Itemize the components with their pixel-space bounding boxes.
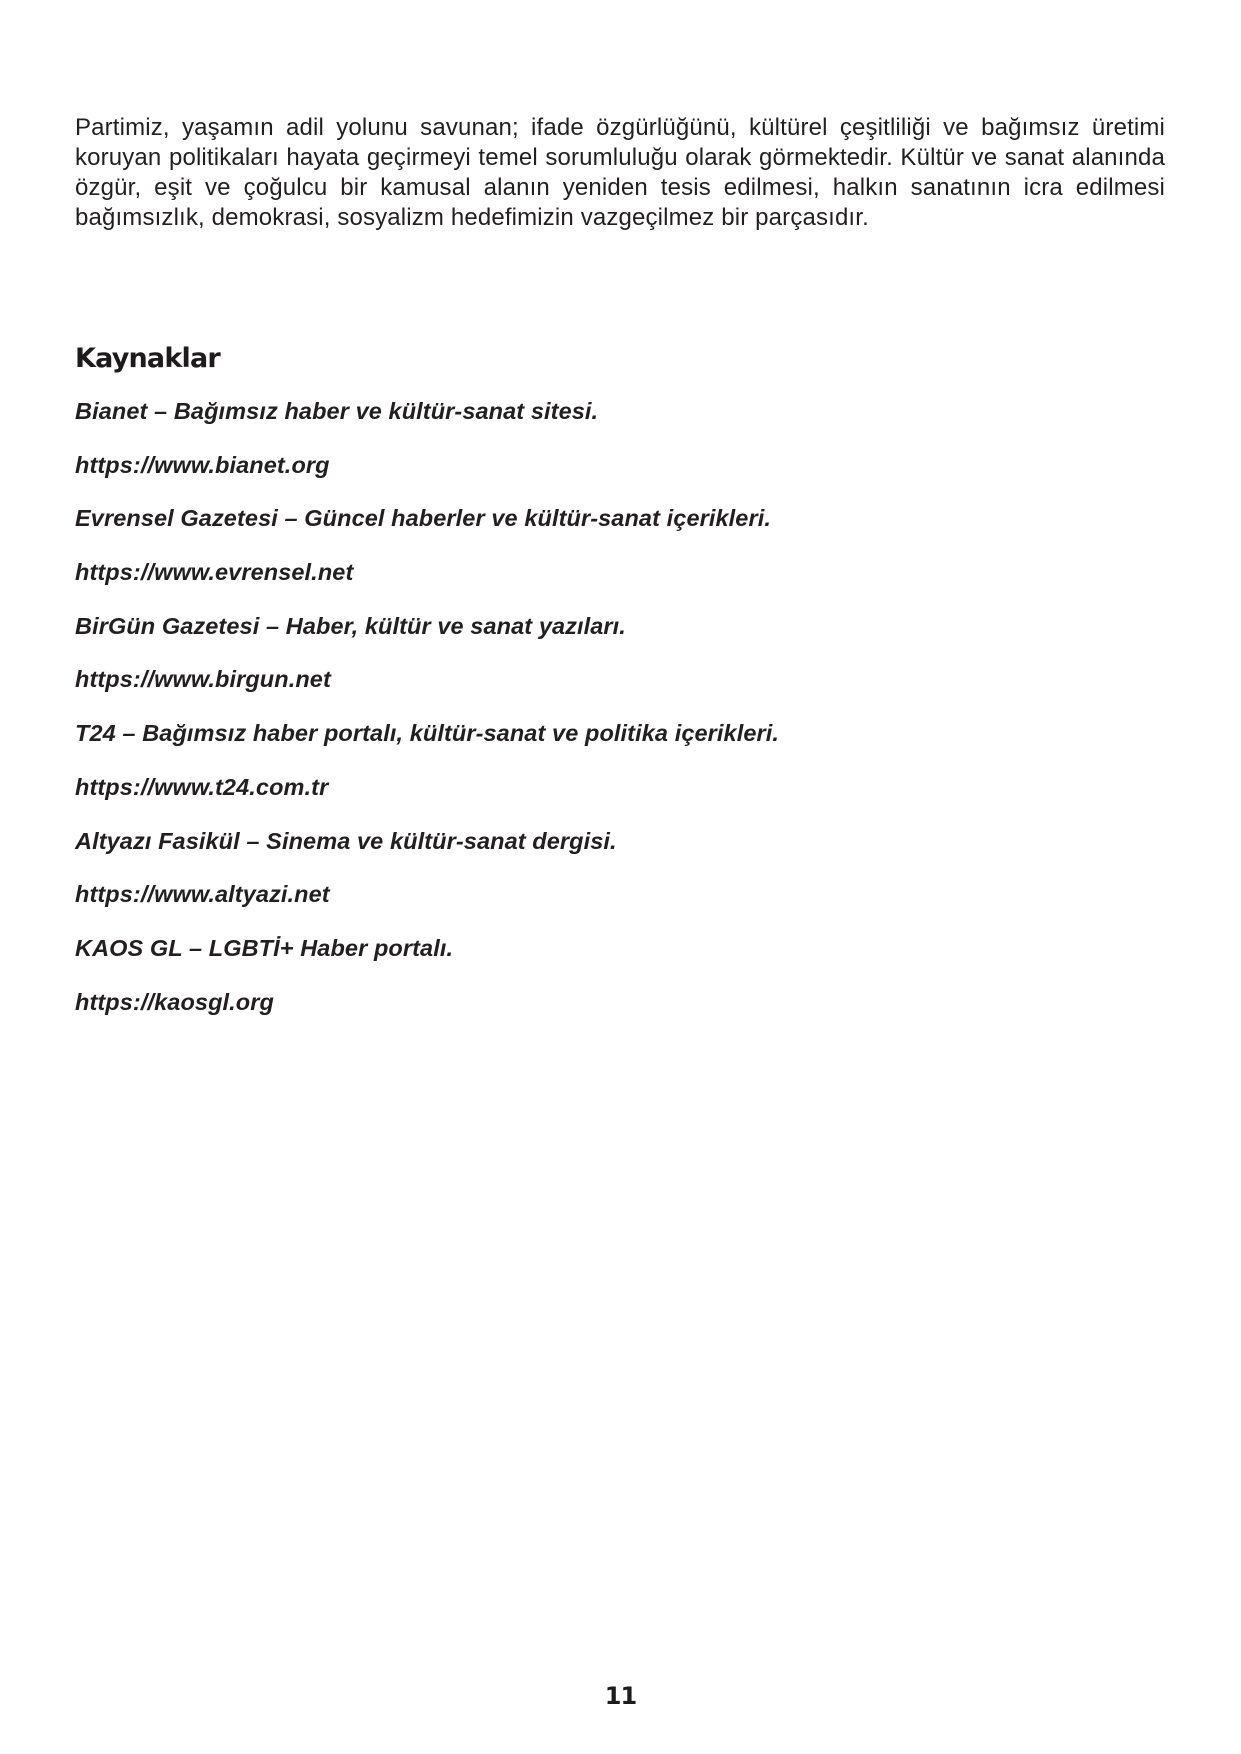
reference-description: Bianet – Bağımsız haber ve kültür-sanat sitesi.: [75, 398, 599, 424]
section-heading-kaynaklar: Kaynaklar: [75, 343, 220, 374]
reference-description: T24 – Bağımsız haber portalı, kültür-sanat ve politika içerikleri.: [75, 720, 780, 747]
reference-link[interactable]: https://www.evrensel.net: [75, 559, 354, 586]
reference-link[interactable]: https://www.bianet.org: [75, 451, 330, 478]
reference-link[interactable]: https://kaosgl.org: [75, 988, 274, 1015]
reference-url[interactable]: [75, 558, 779, 612]
reference-url[interactable]: [75, 988, 779, 1042]
reference-description: Altyazı Fasikül – Sinema ve kültür-sanat dergisi.: [75, 827, 617, 854]
page-number: 11: [604, 1682, 637, 1710]
reference-link[interactable]: https://www.birgun.net: [75, 666, 331, 693]
reference-link[interactable]: https://www.t24.com.tr: [75, 773, 329, 800]
reference-url[interactable]: [75, 451, 779, 505]
reference-description: Evrensel Gazetesi – Güncel haberler ve kültür-sanat içerikleri.: [75, 505, 771, 532]
reference-url[interactable]: [75, 880, 779, 934]
body-paragraph: Partimiz, yaşamın adil yolunu savunan; ifade özgürlüğünü, kültürel çeşitliliği ve bağımsız üretimi koruyan politikaları hayata geçirmeyi temel sorumluluğu olarak görmektedir. Kültür ve sanat alanında özgür, eşit ve çoğulcu bir kamusal alanın yeniden tesis edilmesi, halkın sanatının icra edilmesi bağımsızlık, demokrasi, sosyalizm hedefimizin vazgeçilmez bir parçasıdır.: [75, 114, 1165, 231]
reference-url[interactable]: [75, 773, 779, 827]
reference-url[interactable]: [75, 665, 779, 719]
reference-description: KAOS GL – LGBTİ+ Haber portalı.: [75, 934, 454, 961]
references-list: [75, 397, 779, 1041]
reference-link[interactable]: https://www.altyazi.net: [75, 881, 330, 908]
reference-description: BirGün Gazetesi – Haber, kültür ve sanat yazıları.: [75, 612, 626, 639]
